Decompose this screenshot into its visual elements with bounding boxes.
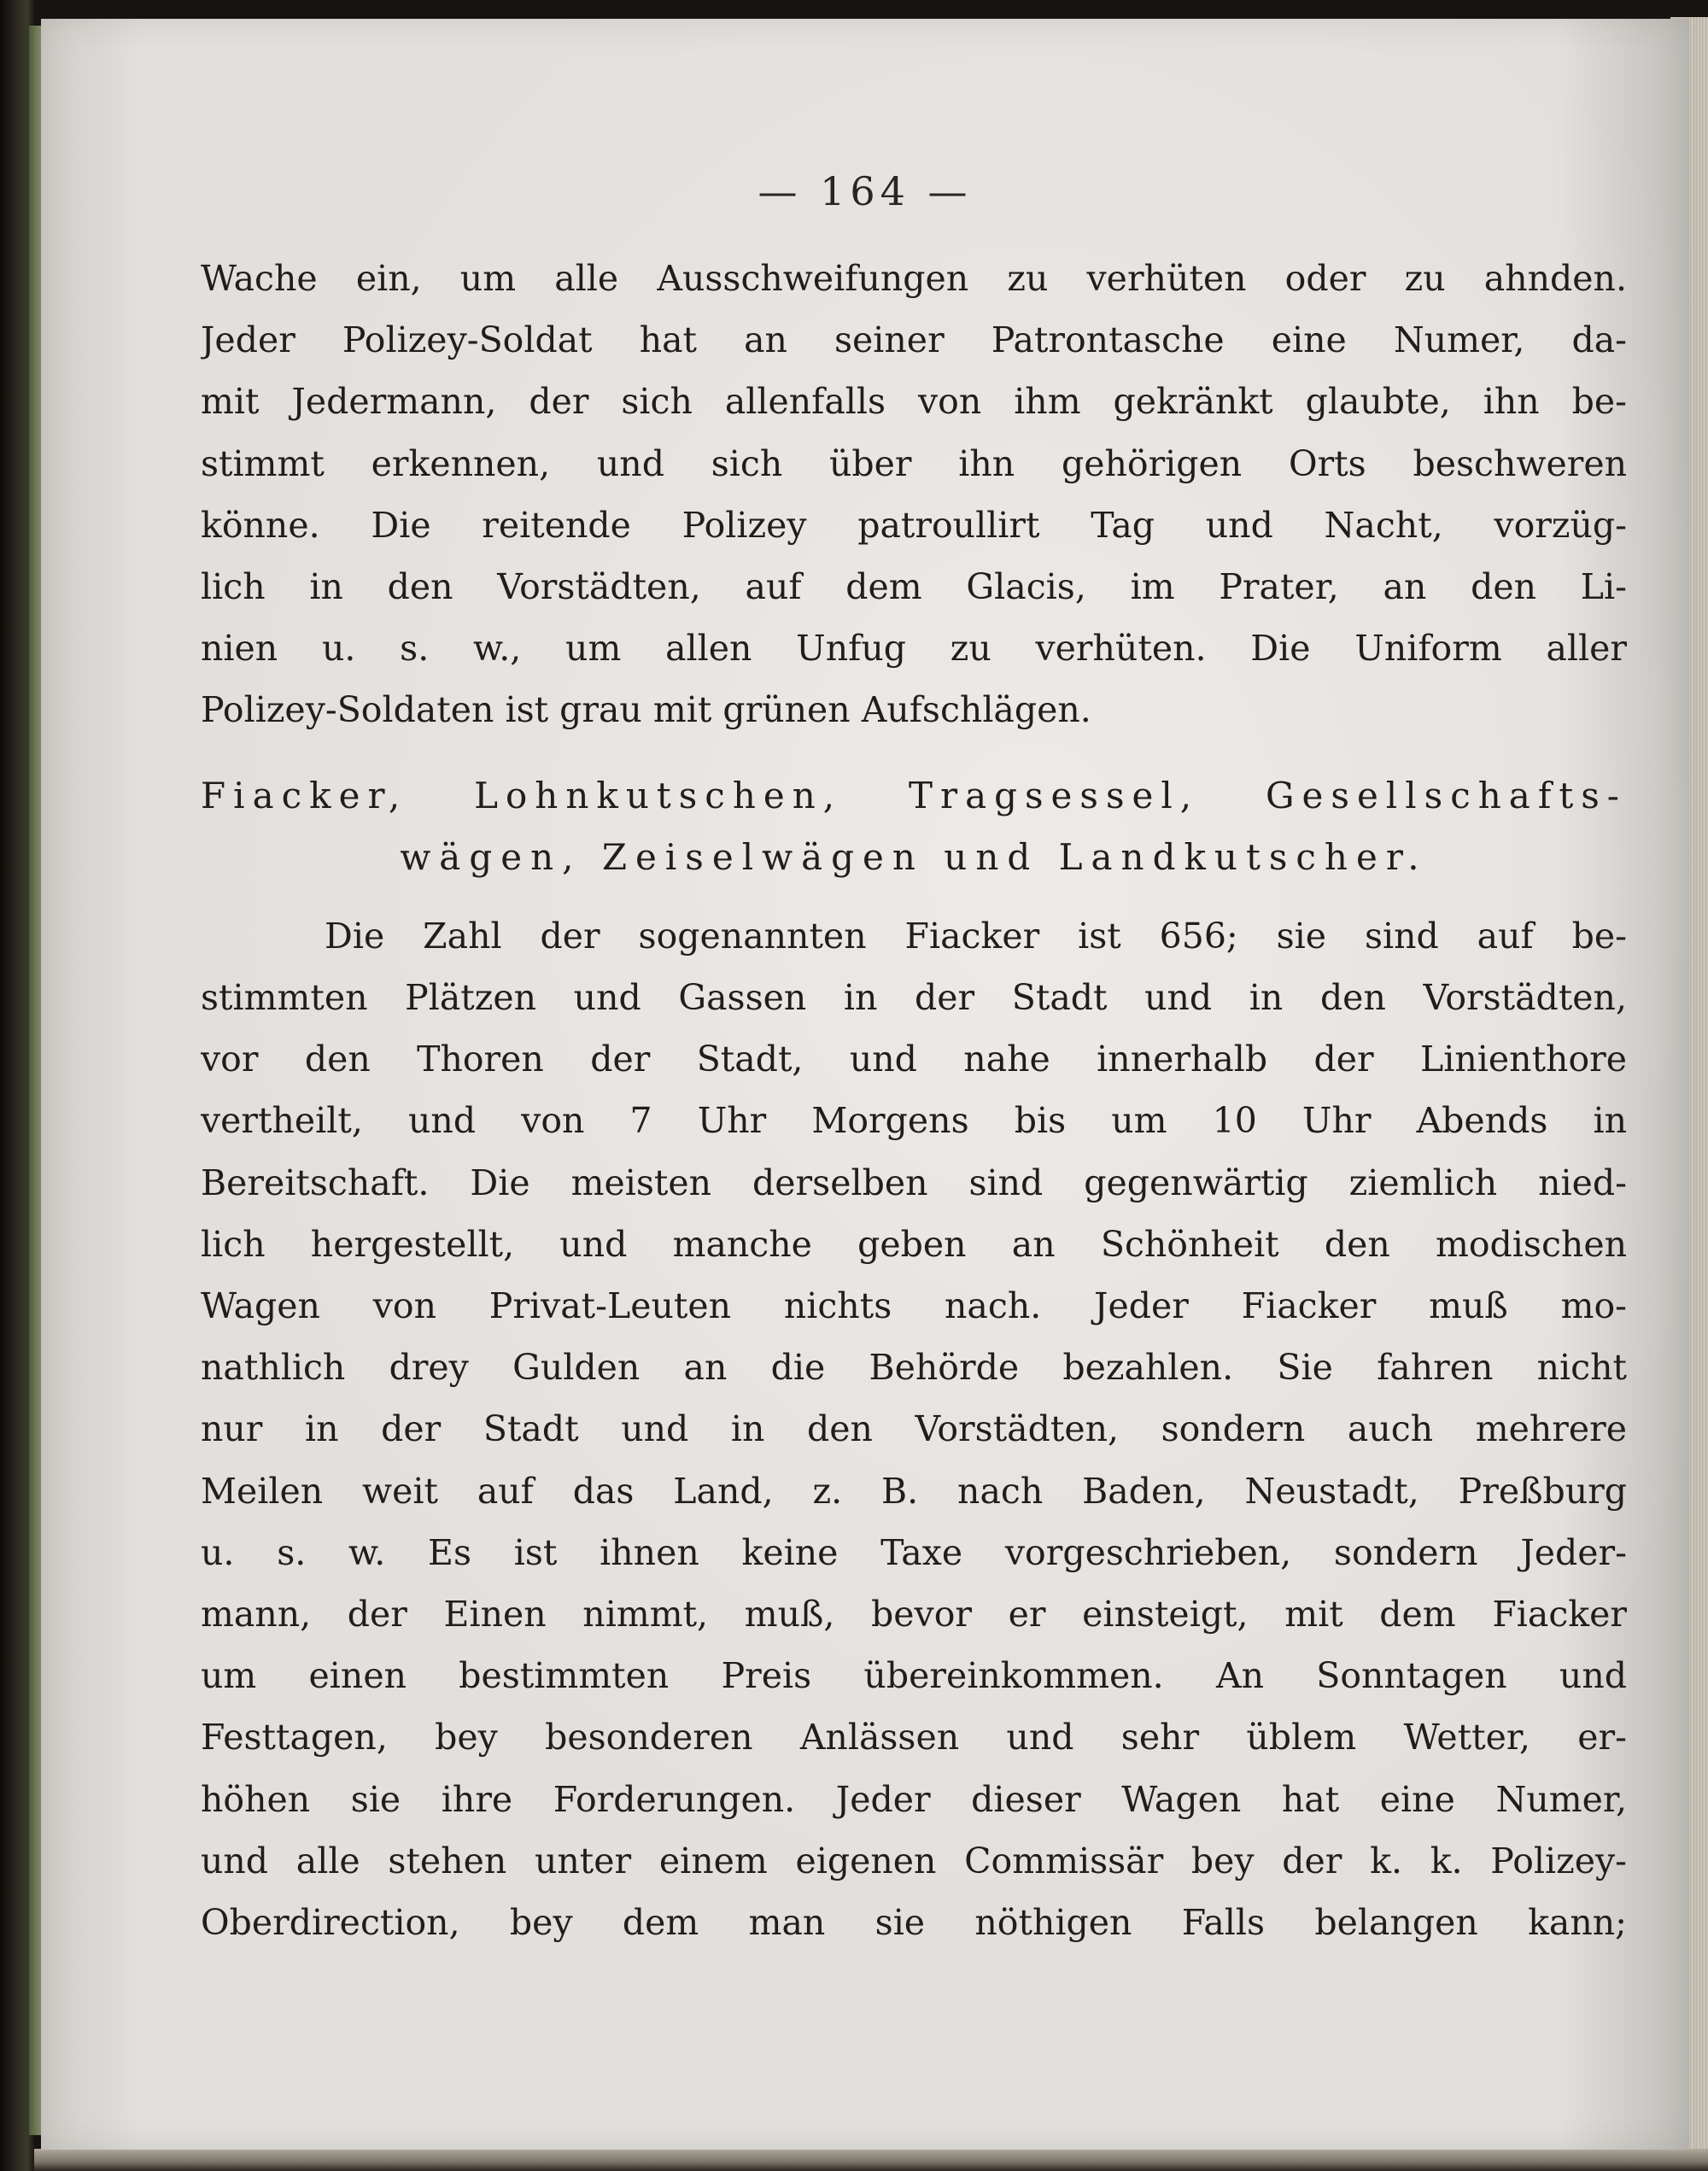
text-line: lich hergestellt, und manche geben an Schönheit den modischen [201,1223,1627,1265]
text-line: Oberdirection, bey dem man sie nöthigen Falls belangen kann; [201,1901,1627,1943]
text-line: Wache ein, um alle Ausschweifungen zu verhüten oder zu ahnden. [201,258,1627,299]
page-text [201,248,1627,1953]
text-line: stimmt erkennen, und sich über ihn gehörigen Orts beschweren [201,442,1627,484]
text-line: vertheilt, und von 7 Uhr Morgens bis um 10 Uhr Abends in [201,1100,1627,1142]
text-line: nathlich drey Gulden an die Behörde bezahlen. Sie fahren nicht [201,1347,1627,1389]
text-line: vor den Thoren der Stadt, und nahe innerhalb der Linienthore [201,1039,1627,1080]
bottom-page-edge [34,2149,1708,2171]
text-line: könne. Die reitende Polizey patroullirt Tag und Nacht, vorzüg- [201,504,1627,546]
section-heading-line: Fiacker, Lohnkutschen, Tragsessel, Gesellschafts- [201,774,1627,816]
text-line: und alle stehen unter einem eigenen Commissär bey der k. k. Polizey- [201,1840,1627,1881]
book-page [41,19,1689,2150]
paragraph-1 [201,248,1627,741]
paragraph-2 [201,905,1627,1953]
section-heading [201,765,1627,888]
text-line: u. s. w. Es ist ihnen keine Taxe vorgeschrieben, sondern Jeder- [201,1531,1627,1573]
page-number-header: — 164 — [757,168,973,214]
text-line: Jeder Polizey-Soldat hat an seiner Patrontasche eine Numer, da- [201,319,1627,361]
text-line: höhen sie ihre Forderungen. Jeder dieser Wagen hat eine Numer, [201,1778,1627,1820]
text-line: nur in der Stadt und in den Vorstädten, sondern auch mehrere [201,1408,1627,1450]
text-line: Festtagen, bey besonderen Anlässen und sehr üblem Wetter, er- [201,1717,1627,1758]
text-line: mann, der Einen nimmt, muß, bevor er einsteigt, mit dem Fiacker [201,1593,1627,1635]
text-line: lich in den Vorstädten, auf dem Glacis, im Prater, an den Li- [201,565,1627,607]
text-line: Polizey-Soldaten ist grau mit grünen Aufschlägen. [201,689,1091,731]
text-line: nien u. s. w., um allen Unfug zu verhüten. Die Uniform aller [201,628,1627,670]
text-line: stimmten Plätzen und Gassen in der Stadt und in den Vorstädten, [201,977,1627,1019]
text-line: Bereitschaft. Die meisten derselben sind gegenwärtig ziemlich nied- [201,1162,1627,1203]
text-line: Meilen weit auf das Land, z. B. nach Baden, Neustadt, Preßburg [201,1470,1627,1512]
text-line: Wagen von Privat-Leuten nichts nach. Jeder Fiacker muß mo- [201,1285,1627,1326]
section-heading-line: wägen, Zeiselwägen und Landkutscher. [400,835,1428,878]
text-line: mit Jedermann, der sich allenfalls von ihm gekränkt glaubte, ihn be- [201,381,1627,423]
text-line: um einen bestimmten Preis übereinkommen. An Sonntagen und [201,1655,1627,1697]
text-line: Die Zahl der sogenannten Fiacker ist 656; sie sind auf be- [325,915,1627,957]
